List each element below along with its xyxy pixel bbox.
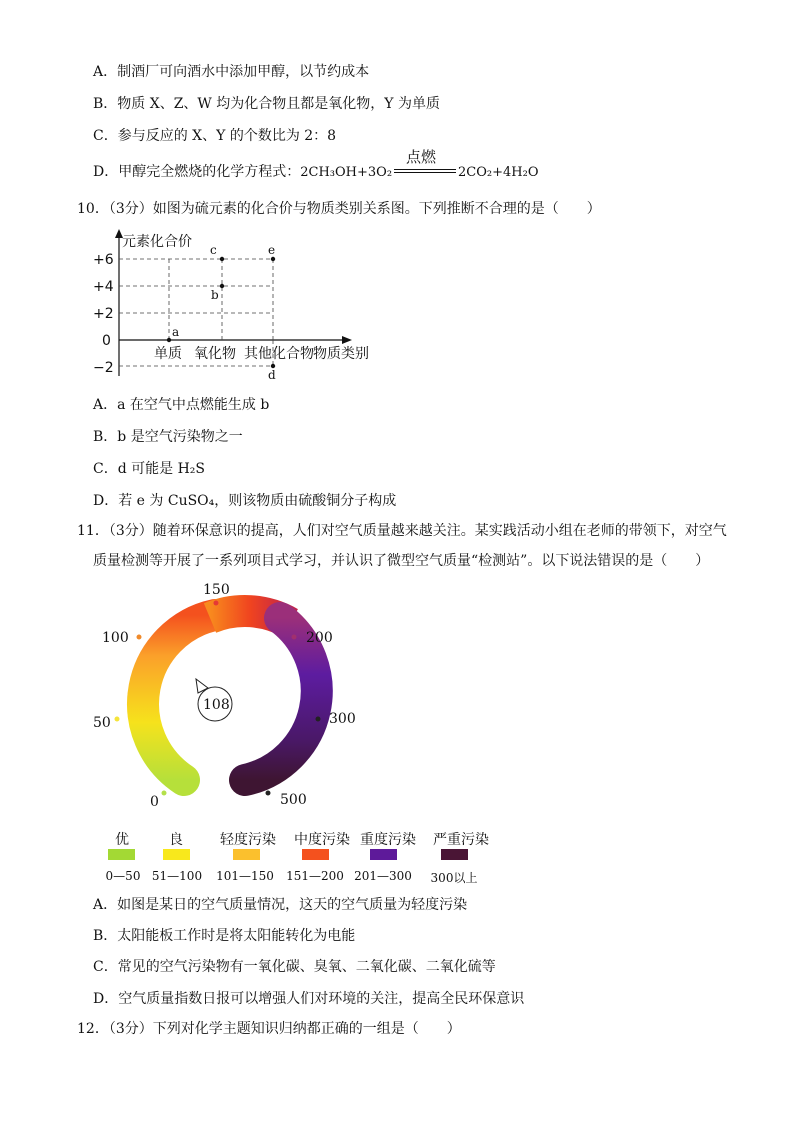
legend-label: 良 (169, 832, 183, 848)
tick-label-500: 500 (280, 792, 307, 808)
tick-label-100: 100 (102, 630, 129, 646)
tick-label-0: 0 (150, 794, 159, 810)
legend-label: 优 (115, 832, 129, 848)
q10-option-c: C．d 可能是 H₂S (93, 461, 205, 477)
q9-equation-left: 2CH₃OH+3O₂ (300, 165, 393, 180)
y-tick-label: +4 (93, 279, 114, 295)
tick-dot-150 (214, 601, 219, 606)
q11-stem-line1: 11．（3分）随着环保意识的提高，人们对空气质量越来越关注。某实践活动小组在老师的带领下，对空气 (77, 523, 727, 539)
q11-option-d: D．空气质量指数日报可以增强人们对环境的关注，提高全民环保意识 (93, 991, 525, 1007)
legend-range: 300以上 (430, 871, 478, 885)
q9-option-d-prefix: D．甲醇完全燃烧的化学方程式： (93, 164, 301, 180)
tick-dot-0 (162, 791, 167, 796)
q9-equation-arrow (392, 148, 458, 181)
point-a (167, 338, 171, 342)
legend-label: 中度污染 (294, 832, 350, 848)
y-tick-label: +2 (93, 306, 114, 322)
legend-swatch-moderate (163, 849, 190, 860)
legend-range: 51—100 (151, 869, 203, 883)
q10-option-d: D．若 e 为 CuSO₄，则该物质由硫酸铜分子构成 (93, 493, 397, 509)
tick-dot-100 (137, 635, 142, 640)
legend-label: 轻度污染 (220, 832, 276, 848)
current-value-text: 108 (203, 697, 230, 713)
x-category-label: 单质 (154, 346, 182, 362)
q11-option-a: A．如图是某日的空气质量情况，这天的空气质量为轻度污染 (93, 897, 468, 913)
legend-swatch-medium (302, 849, 329, 860)
point-d-label: d (268, 368, 276, 382)
y-tick-label: +6 (93, 252, 114, 268)
q9-option-b: B．物质 X、Z、W 均为化合物且都是氧化物，Y 为单质 (93, 96, 440, 112)
tick-label-150: 150 (203, 582, 230, 598)
q11-option-c: C．常见的空气污染物有一氧化碳、臭氧、二氧化碳、二氧化硫等 (93, 959, 496, 975)
legend-range: 201—300 (354, 869, 412, 883)
legend-range: 151—200 (286, 869, 344, 883)
point-b-label: b (211, 288, 219, 302)
legend-label: 严重污染 (433, 832, 489, 848)
legend-swatch-heavy (370, 849, 397, 860)
y-tick-label: −2 (93, 360, 114, 376)
point-c-label: c (210, 243, 217, 257)
legend-range: 0—50 (105, 869, 141, 883)
x-axis-title: 物质类别 (313, 346, 369, 362)
legend-swatch-good (108, 849, 135, 860)
q9-equation-condition: 点燃 (406, 148, 437, 166)
point-c (220, 257, 224, 261)
legend-swatch-light (233, 849, 260, 860)
q12-stem: 12．（3分）下列对化学主题知识归纳都正确的一组是（ ） (77, 1021, 461, 1037)
legend-swatch-severe (441, 849, 468, 860)
tick-dot-200 (292, 635, 297, 640)
q9-option-c: C．参与反应的 X、Y 的个数比为 2：8 (93, 128, 337, 144)
x-category-label: 氧化物 (194, 346, 236, 362)
y-axis-title: 元素化合价 (122, 234, 192, 250)
q11-stem-line2: 质量检测等开展了一系列项目式学习，并认识了微型空气质量“检测站”。以下说法错误的是（ ） (93, 553, 710, 569)
q10-option-b: B．b 是空气污染物之一 (93, 429, 243, 445)
point-b (220, 284, 224, 288)
q9-option-a: A．制酒厂可向酒水中添加甲醇，以节约成本 (93, 64, 370, 80)
tick-label-50: 50 (93, 715, 111, 731)
tick-dot-50 (115, 717, 120, 722)
y-tick-label: 0 (102, 333, 111, 349)
tick-dot-300 (316, 717, 321, 722)
x-axis-arrow-icon (342, 336, 352, 344)
q10-stem: 10．（3分）如图为硫元素的化合价与物质类别关系图。下列推断不合理的是（ ） (77, 201, 601, 217)
point-a-label: a (172, 325, 180, 339)
q9-equation-right: 2CO₂+4H₂O (458, 165, 539, 180)
equals-sign-icon (394, 169, 456, 173)
tick-label-200: 200 (306, 630, 333, 646)
legend-range: 101—150 (216, 869, 274, 883)
tick-label-300: 300 (329, 711, 356, 727)
q11-option-b: B．太阳能板工作时是将太阳能转化为电能 (93, 928, 356, 944)
point-e-label: e (268, 243, 276, 257)
legend-label: 重度污染 (360, 832, 416, 848)
tick-dot-500 (266, 791, 271, 796)
x-category-label: 其他化合物 (244, 346, 314, 362)
aqi-gauge (80, 574, 500, 814)
q10-option-a: A．a 在空气中点燃能生成 b (93, 397, 270, 413)
point-e (271, 257, 275, 261)
valence-chart (90, 226, 390, 386)
q9-option-d (93, 148, 539, 182)
